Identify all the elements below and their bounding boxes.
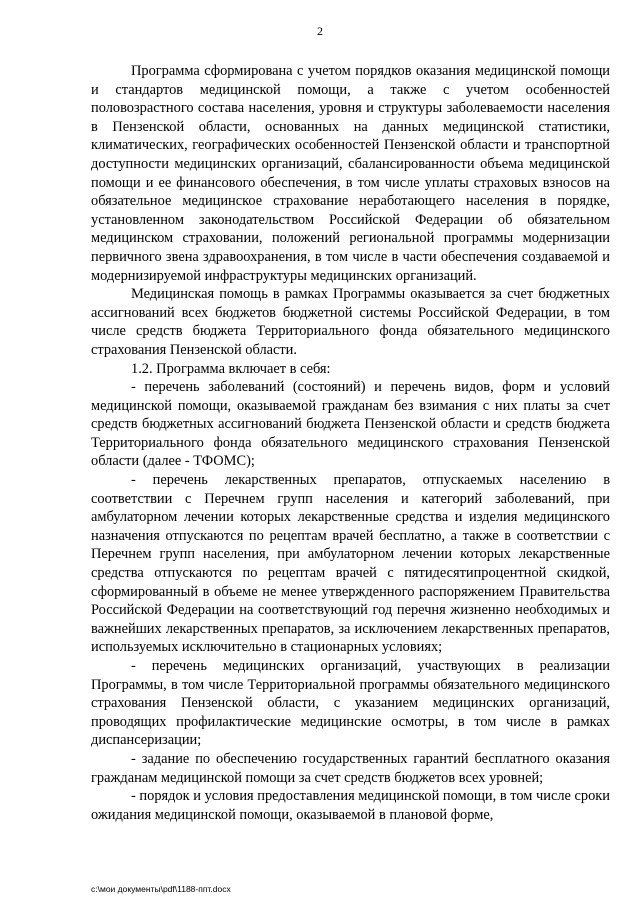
list-item-procedure: - порядок и условия предоставления медицинской помощи, в том числе сроки ожидания медицинской помощи, оказываемой в плановой форме, bbox=[91, 788, 610, 823]
paragraph-section-heading: 1.2. Программа включает в себя: bbox=[131, 360, 331, 377]
list-item-diseases: - перечень заболеваний (состояний) и перечень видов, форм и условий медицинской помощи, оказываемой гражданам без взимания с них платы за счет средств бюджетных ассигнований бюджета Пензенской области и средств бюджета Территориального фонда обязательного медицинского страхования Пензенской области (далее - ТФОМС); bbox=[91, 379, 610, 470]
list-item-medicines: - перечень лекарственных препаратов, отпускаемых населению в соответствии с Перечнем групп населения и категорий заболеваний, при амбулаторном лечении которых лекарственные средства и изделия медицинского назначения отпускаются по рецептам врачей бесплатно, а также в соответствии с Перечнем групп населения, при амбулаторном лечении которых лекарственные средства отпускаются по рецептам врачей с пятидесятипроцентной скидкой, сформированный в объеме не менее утвержденного распоряжением Правительства Российской Федерации на соответствующий год перечня жизненно необходимых и важнейших лекарственных препаратов, за исключением лекарственных препаратов, используемых исключительно в стационарных условиях; bbox=[91, 472, 610, 656]
document-body bbox=[91, 62, 610, 824]
paragraph-program-formation: Программа сформирована с учетом порядков оказания медицинской помощи и стандартов медицинской помощи, а также с учетом особенностей половозрастного состава населения, уровня и структуры заболеваемости населения в Пензенской области, основанных на данных медицинской статистики, климатических, географических особенностей Пензенской области и транспортной доступности медицинских организаций, сбалансированности объема медицинской помощи и ее финансового обеспечения, в том числе уплаты страховых взносов на обязательное медицинское страхование неработающего населения в порядке, установленном законодательством Российской Федерации об обязательном медицинском страховании, положений региональной программы модернизации первичного звена здравоохранения, в том числе в части обеспечения создаваемой и модернизируемой инфраструктуры медицинских организаций. bbox=[91, 63, 610, 284]
footer-file-path: c:\мои документы\pdf\1188-ппт.docx bbox=[91, 884, 231, 894]
list-item-task: - задание по обеспечению государственных гарантий бесплатного оказания гражданам медицинской помощи за счет средств бюджетов всех уровней; bbox=[91, 750, 610, 786]
paragraph-funding-sources: Медицинская помощь в рамках Программы оказывается за счет бюджетных ассигнований всех бюджетов бюджетной системы Российской Федерации, в том числе средств бюджета Территориального фонда обязательного медицинского страхования Пензенской области. bbox=[91, 286, 610, 358]
list-item-organizations: - перечень медицинских организаций, участвующих в реализации Программы, в том числе Территориальной программы обязательного медицинского страхования Пензенской области, с указанием медицинских организаций, проводящих профилактические медицинские осмотры, в том числе в рамках диспансеризации; bbox=[91, 658, 610, 749]
page-number: 2 bbox=[317, 24, 323, 38]
